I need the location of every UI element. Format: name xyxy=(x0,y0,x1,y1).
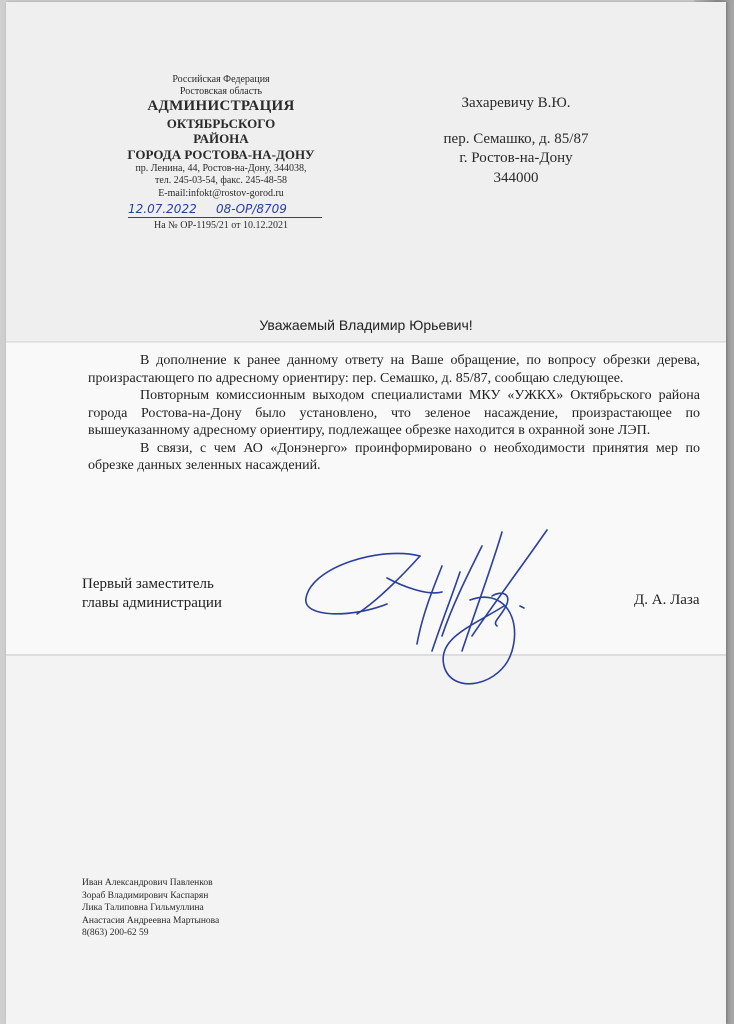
handwritten-signature xyxy=(292,526,562,696)
recipient-city: г. Ростов-на-Дону xyxy=(459,150,573,166)
letterhead-email: E-mail:infokt@rostov-gorod.ru xyxy=(158,187,284,199)
reply-reference: На № ОР-1195/21 от 10.12.2021 xyxy=(154,219,288,231)
letter-body xyxy=(88,352,700,475)
recipient-postcode: 344000 xyxy=(493,169,539,186)
letter-paragraph: В связи, с чем АО «Донэнерго» проинформировано о необходимости принятия мер по обрезке данных зеленных насаждений. xyxy=(88,440,700,473)
letter-sheet xyxy=(6,2,726,1024)
executor-line: Зораб Владимирович Каспарян xyxy=(82,890,209,901)
recipient-name: Захаревичу В.Ю. xyxy=(461,95,571,111)
outgoing-reference xyxy=(106,202,336,220)
recipient-street: пер. Семашко, д. 85/87 xyxy=(443,130,589,147)
letter-paragraph: Повторным комиссионным выходом специалистами МКУ «УЖКХ» Октябрьского района города Ростова-на-Дону было установлено, что зеленое насаждение, произрастающее по вышеуказанному адресному ориентиру, подлежащее обрезке находится в охранной зоне ЛЭП. xyxy=(88,388,700,438)
letterhead xyxy=(106,74,336,232)
letterhead-country: Российская Федерация xyxy=(172,74,270,85)
fold-line xyxy=(6,341,726,343)
handwritten-number: 08-ОР/8709 xyxy=(216,201,287,216)
letterhead-org-line: ОКТЯБРЬСКОГО xyxy=(166,115,276,131)
executor-line: Иван Александрович Павленков xyxy=(82,878,213,888)
executor-line: Лика Талиповна Гильмуллина xyxy=(82,903,204,913)
letterhead-phone: тел. 245-03-54, факс. 245-48-58 xyxy=(154,175,288,187)
letterhead-org-line: ГОРОДА РОСТОВА-НА-ДОНУ xyxy=(127,147,315,163)
salutation: Уважаемый Владимир Юрьевич! xyxy=(259,317,473,333)
executor-line: Анастасия Андреевна Мартынова xyxy=(82,915,220,926)
handwritten-date: 12.07.2022 xyxy=(128,201,197,216)
executors-block xyxy=(82,877,219,940)
signer-position xyxy=(82,575,222,613)
letter-paragraph: В дополнение к ранее данному ответу на Ваше обращение, по вопросу обрезки дерева, произрастающего по адресному ориентиру: пер. Семашко, д. 85/87, сообщаю следующее. xyxy=(88,353,700,386)
signer-position-line: Первый заместитель xyxy=(82,576,214,592)
signer-position-line: главы администрации xyxy=(82,595,222,611)
executor-phone: 8(863) 200-62 59 xyxy=(82,928,149,938)
letterhead-org-line: АДМИНИСТРАЦИЯ xyxy=(147,98,295,115)
recipient-block xyxy=(416,94,616,188)
letterhead-address: пр. Ленина, 44, Ростов-на-Дону, 344038, xyxy=(135,163,307,175)
letterhead-org-line: РАЙОНА xyxy=(193,131,249,147)
signer-name: Д. А. Лаза xyxy=(634,592,700,608)
letterhead-region: Ростовская область xyxy=(179,86,263,98)
